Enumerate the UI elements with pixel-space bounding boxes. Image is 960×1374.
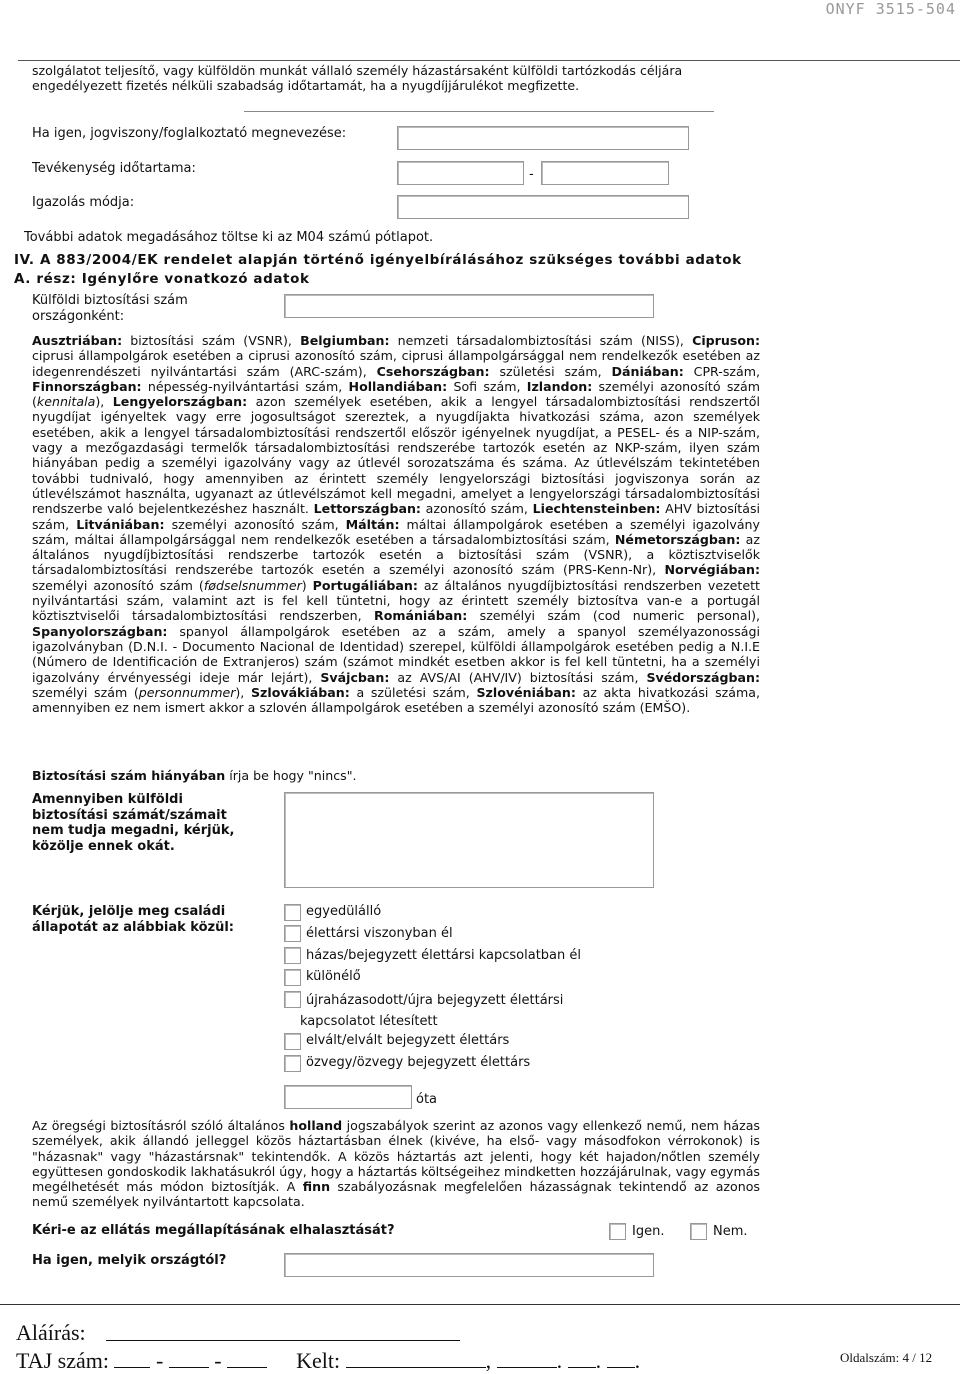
country-name: Portugáliában:: [312, 577, 418, 593]
duration-to-input[interactable]: [541, 161, 669, 185]
taj-part-3[interactable]: [227, 1349, 267, 1368]
page-number: 4 / 12: [902, 1350, 933, 1365]
marital-option-widowed: özvegy/özvegy bejegyzett élettárs: [306, 1055, 531, 1070]
kelt-year[interactable]: [497, 1349, 557, 1368]
country-name: Finnországban:: [32, 378, 142, 394]
marital-checkbox-single[interactable]: [284, 904, 301, 921]
taj-label: TAJ szám:: [16, 1348, 109, 1373]
duration-from-input[interactable]: [397, 161, 524, 185]
marital-checkbox-divorced[interactable]: [284, 1033, 301, 1050]
country-name: Dániában:: [611, 363, 684, 379]
section-a-title: A. rész: Igénylőre vonatkozó adatok: [14, 271, 310, 287]
country-id-description: személyi azonosító szám (: [32, 577, 204, 593]
country-id-description: személyi szám (cod numeric personal),: [467, 608, 760, 624]
country-name: Németországban:: [614, 531, 741, 547]
partnership-note: Az öregségi biztosításról szóló általános holland jogszabályok szerint az azonos vagy ellenkező nemű, nem házas személyek, akik állandó jelleggel közös háztartásban élnek (kivéve, ha első- vagy másodfokon vérrokonok) is "házasnak" vagy "házastársnak" tekintendők. A közös háztartás azt jelenti, hogy két hajadon/nőtlen személy együttesen gondoskodik lakhatásukról úgy, hogy a háztartás költségeihez mindketten hozzájárulnak, vagy egymás megélhetését más módon biztosítják. A finn szabályozásnak megfelelően házasságnak tekintendő az azonos nemű személyek nyilvántartott kapcsolata.: [32, 1118, 760, 1210]
intro-divider: [244, 111, 714, 112]
page-indicator: [840, 1350, 932, 1366]
deferral-no-label: Nem.: [713, 1224, 748, 1239]
country-id-description: népesség-nyilvántartási szám,: [141, 378, 349, 394]
footer-rule: [0, 1304, 960, 1305]
country-name: Svájcban:: [320, 669, 390, 685]
marital-prompt: Kérjük, jelölje meg családi állapotát az alábbiak közül:: [32, 904, 235, 935]
country-name: Csehországban:: [376, 363, 490, 379]
country-id-description: személyi azonosító szám,: [164, 516, 346, 532]
country-id-description: máltai állampolgárok esetében a személyi igazolvány szám, máltai állampolgársággal nem rendelkezők esetében a társadalombiztosítási szám,: [32, 516, 760, 547]
country-name: Máltán:: [345, 516, 400, 532]
country-id-description: személyi azonosító szám (: [32, 378, 760, 410]
form-code: ONYF 3515-504: [825, 0, 956, 18]
country-name: Norvégiában:: [664, 562, 760, 578]
since-date-input[interactable]: [284, 1085, 412, 1109]
since-label: óta: [416, 1092, 438, 1107]
country-id-description: az akta hivatkozási száma, amennyiben ez nem ismert akkor a szlovén állampolgárok esetében a személyi azonosító szám (EMŠO).: [32, 684, 760, 716]
section-iv-title: IV. A 883/2004/EK rendelet alapján történő igényelbírálásához szükséges további adatok: [14, 252, 742, 268]
country-id-native-term: kennitala: [36, 394, 96, 410]
which-country-label: Ha igen, melyik országtól?: [32, 1253, 227, 1268]
country-name: Svédországban:: [646, 669, 760, 685]
country-name: Litvániában:: [76, 516, 165, 532]
country-name: Belgiumban:: [300, 333, 390, 348]
country-id-description-end: ),: [95, 394, 113, 410]
country-name: Izlandon:: [526, 378, 593, 394]
country-id-description: az általános nyugdíjbiztosítási rendszerbe tartozók esetén a biztosítási szám (VSNR), a köztisztviselők társadalombiztosítási rendszerébe tartozók esetén a személyi azonosító szám (PRS-Kenn-Nr),: [32, 531, 760, 578]
proof-input[interactable]: [397, 195, 689, 219]
country-name: Romániában:: [374, 608, 468, 624]
country-id-description: a születési szám,: [349, 684, 477, 700]
intro-text: szolgálatot teljesítő, vagy külföldön munkát vállaló személy házastársaként külföldi tartózkodás céljára engedélyezett fizetés nélküli szabadság időtartamát, ha a nyugdíjjárulékot megfizette.: [32, 63, 683, 94]
employment-input[interactable]: [397, 126, 689, 150]
taj-part-1[interactable]: [114, 1349, 150, 1368]
deferral-yes-checkbox[interactable]: [609, 1223, 626, 1240]
proof-label: Igazolás módja:: [32, 195, 135, 210]
top-rule: [18, 60, 960, 61]
missing-id-note: Biztosítási szám hiányában írja be hogy "nincs".: [32, 768, 357, 783]
duration-separator: -: [529, 167, 534, 182]
country-name: Hollandiában:: [348, 378, 448, 394]
marital-checkbox-married[interactable]: [284, 947, 301, 964]
duration-label: Tevékenység időtartama:: [32, 161, 196, 176]
country-id-native-term: personnummer: [138, 684, 236, 700]
country-id-description: az általános nyugdíjbiztosítási rendszerben vezetett nyilvántartási szám, valamint azt is fel kell tüntetni, hogy az érintett személy biztosítva van-e a portugál köztisztviselői társadalombiztosítási rendszerben,: [32, 577, 760, 624]
supplement-note: További adatok megadásához töltse ki az M04 számú pótlapot.: [24, 230, 434, 245]
employment-label: Ha igen, jogviszony/foglalkoztató megnevezése:: [32, 126, 347, 141]
country-id-description: AHV biztosítási szám,: [32, 501, 761, 532]
country-id-description: azonosító szám,: [420, 501, 533, 517]
country-name: Szlovéniában:: [476, 684, 576, 700]
marital-option-single: egyedülálló: [306, 904, 382, 919]
deferral-yes-label: Igen.: [632, 1224, 665, 1239]
country-name: Szlovákiában:: [250, 684, 350, 700]
country-name: Cipruson:: [692, 333, 760, 348]
country-id-description-end: ): [301, 577, 313, 593]
country-id-description: ciprusi állampolgárok esetében a ciprusi azonosító szám, ciprusi állampolgársággal nem rendelkezők esetében az idegenrendészeti nyilvántartási szám (ARC-szám),: [32, 348, 760, 379]
country-name: Lengyelországban:: [112, 394, 248, 410]
marital-option-partner: élettársi viszonyban él: [306, 926, 453, 941]
country-id-description: születési szám,: [489, 363, 612, 379]
kelt-month[interactable]: [568, 1349, 596, 1368]
marital-option-remarried: újraházasodott/újra bejegyzett élettársi kapcsolatot létesített: [300, 993, 564, 1029]
marital-option-married: házas/bejegyzett élettársi kapcsolatban él: [306, 948, 581, 963]
taj-part-2[interactable]: [169, 1349, 209, 1368]
missing-id-reason-input[interactable]: [284, 792, 654, 888]
country-id-description: spanyol állampolgárok esetében az a szám, amely a spanyol személyazonossági igazolványban (D.N.I. - Documento Nacional de Identidad) szerepel, külföldi állampolgárok esetében pedig a N.I.E (Número de Identificación de Extranjeros) szám (számot mindkét esetben akkor is fel kell tüntetni, ha a személyi igazolvány érvényességi ideje már lejárt),: [32, 623, 760, 685]
footer-fields-row: TAJ szám: - - Kelt: , . . .: [16, 1348, 641, 1373]
country-name: Ausztriában:: [32, 333, 123, 348]
marital-option-divorced: elvált/elvált bejegyzett élettárs: [306, 1033, 510, 1048]
country-id-description: biztosítási szám (VSNR),: [122, 333, 301, 348]
page-label: Oldalszám:: [840, 1350, 900, 1365]
missing-id-prompt: Amennyiben külföldi biztosítási számát/számait nem tudja megadni, kérjük, közölje ennek okát.: [32, 792, 235, 854]
kelt-label: Kelt:: [296, 1348, 341, 1373]
country-name: Spanyolországban:: [32, 623, 168, 639]
country-id-description: az AVS/AI (AHV/IV) biztosítási szám,: [389, 669, 647, 685]
country-id-paragraph: [32, 333, 760, 715]
country-name: Liechtensteinben:: [532, 501, 661, 517]
deferral-question: Kéri-e az ellátás megállapításának elhalasztását?: [32, 1223, 395, 1238]
marital-checkbox-widowed[interactable]: [284, 1055, 301, 1072]
country-id-description: azon személyek esetében, akik a lengyel társadalombiztosítási rendszertől nyugdíjat igényeltek vagy erre jogosultságot szereztek, a nyugdíjakta hivatkozási száma, azon személyek esetében, akik a lengyel társadalombiztosítási rendszertől először igényelnek nyugdíjat, a PESEL- és a NIP-szám, vagy a mezőgazdasági termelők társadalombiztosítási rendszerébe tartozók esetén az NKP-szám, ilyen szám hiányában pedig a személyi igazolvány vagy az útlevél sorozatszáma és száma. Az útlevélszám tekintetében további tudnivaló, hogy amennyiben az érintett személy lengyelországi biztosítási jogviszonya során az útlevélszámot használta, ugyanazt az útlevélszámot kell megadni, amelyet a lengyelországi társadalombiztosítási rendszerbe való bejelentkezéshez használt.: [32, 394, 760, 517]
country-id-native-term: fødselsnummer: [203, 577, 302, 593]
country-id-description: nemzeti társadalombiztosítási szám (NISS),: [389, 333, 693, 348]
kelt-day[interactable]: [607, 1349, 635, 1368]
country-id-description-end: ),: [235, 684, 251, 700]
country-name: Lettországban:: [313, 501, 421, 517]
country-id-description: Sofi szám,: [447, 378, 527, 394]
which-country-input[interactable]: [284, 1253, 654, 1277]
country-id-description: CPR-szám,: [683, 363, 760, 379]
country-id-description: személyi szám (: [32, 684, 139, 700]
marital-checkbox-partner[interactable]: [284, 925, 301, 942]
marital-option-separated: különélő: [306, 969, 361, 984]
signature-line[interactable]: [106, 1340, 460, 1341]
signature-label: Aláírás:: [16, 1320, 86, 1345]
kelt-place[interactable]: [346, 1349, 486, 1368]
deferral-no-checkbox[interactable]: [690, 1223, 707, 1240]
marital-checkbox-separated[interactable]: [284, 969, 301, 986]
foreign-id-input[interactable]: [284, 294, 654, 318]
foreign-id-label: Külföldi biztosítási szám országonként:: [32, 293, 188, 324]
marital-checkbox-remarried[interactable]: [284, 991, 301, 1008]
